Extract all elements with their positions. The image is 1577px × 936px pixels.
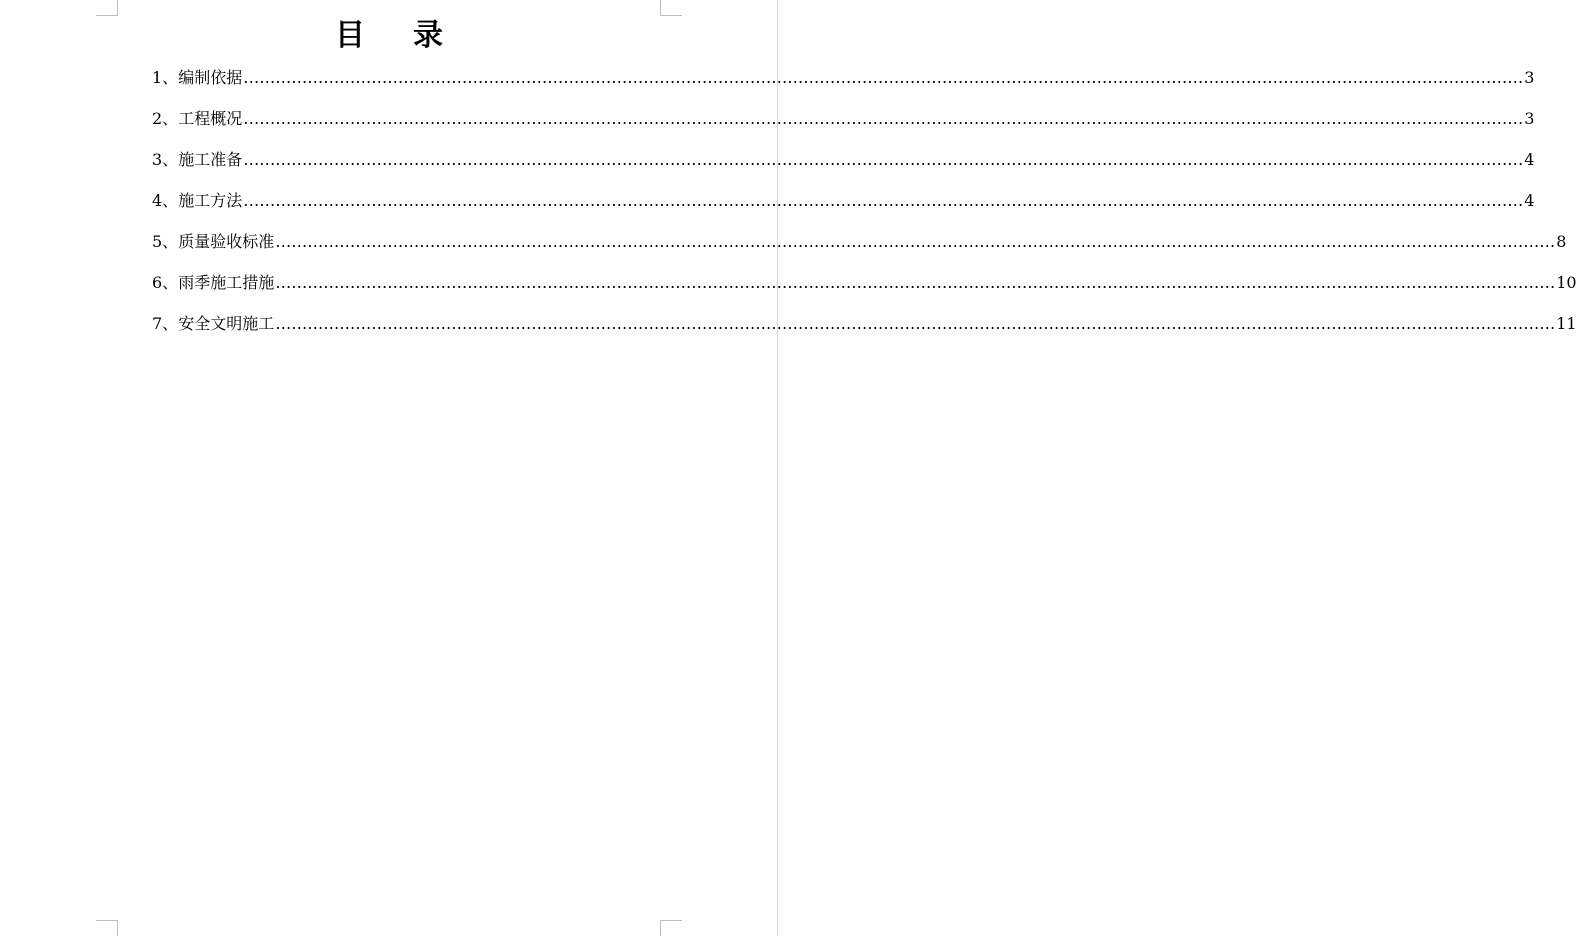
crop-mark-top-right	[660, 0, 682, 16]
toc-title	[0, 16, 778, 56]
toc-entry[interactable]	[152, 187, 1535, 228]
toc-leader-dots: ……………………………………………………………………………………………………………………………………………………………………………………………………………………	[275, 232, 1556, 251]
toc-entry[interactable]	[152, 146, 1535, 187]
toc-entry-label: 雨季施工措施	[178, 273, 275, 292]
crop-mark-top-left	[96, 0, 118, 16]
toc-leader-dots: ……………………………………………………………………………………………………………………………………………………………………………………………………………………	[275, 314, 1556, 333]
toc-entry-number: 7、	[152, 314, 179, 333]
toc-entry-label: 质量验收标准	[178, 232, 275, 251]
toc-entry-label: 施工方法	[178, 191, 243, 210]
toc-entry-number: 6、	[152, 273, 179, 292]
toc-entry-number: 3、	[152, 150, 179, 169]
toc-title-char: 录	[413, 18, 443, 53]
toc-entry-page: 10	[1556, 273, 1577, 292]
toc-entry-number: 1、	[152, 68, 179, 87]
toc-entry-number: 5、	[152, 232, 179, 251]
toc-entry-page: 4	[1524, 150, 1535, 169]
toc-entry-label: 施工准备	[178, 150, 243, 169]
toc-entry-page: 3	[1524, 68, 1535, 87]
crop-mark-bottom-left	[96, 920, 118, 936]
toc-leader-dots: ……………………………………………………………………………………………………………………………………………………………………………………………………………………	[243, 150, 1524, 169]
toc-entry-label: 编制依据	[178, 68, 243, 87]
toc-entry-page: 11	[1556, 314, 1577, 333]
toc-entry-number: 4、	[152, 191, 179, 210]
toc-entry[interactable]	[152, 269, 1577, 310]
toc-entry[interactable]	[152, 105, 1535, 146]
toc-entry-label: 工程概况	[178, 109, 243, 128]
toc-entry[interactable]	[152, 228, 1567, 269]
crop-mark-bottom-right	[660, 920, 682, 936]
toc-leader-dots: ……………………………………………………………………………………………………………………………………………………………………………………………………………………	[275, 273, 1556, 292]
toc-entry-page: 3	[1524, 109, 1535, 128]
toc-entry-number: 2、	[152, 109, 179, 128]
toc-entry[interactable]	[152, 310, 1577, 351]
toc-title-char: 目	[335, 18, 365, 53]
toc-leader-dots: ……………………………………………………………………………………………………………………………………………………………………………………………………………………	[243, 109, 1524, 128]
toc-entry-label: 安全文明施工	[178, 314, 275, 333]
toc-entry-page: 8	[1556, 232, 1567, 251]
toc-entry-page: 4	[1524, 191, 1535, 210]
toc-leader-dots: ……………………………………………………………………………………………………………………………………………………………………………………………………………………	[243, 68, 1524, 87]
toc-entry[interactable]	[152, 64, 1535, 105]
toc-leader-dots: ……………………………………………………………………………………………………………………………………………………………………………………………………………………	[243, 191, 1524, 210]
toc-list	[152, 64, 1577, 351]
